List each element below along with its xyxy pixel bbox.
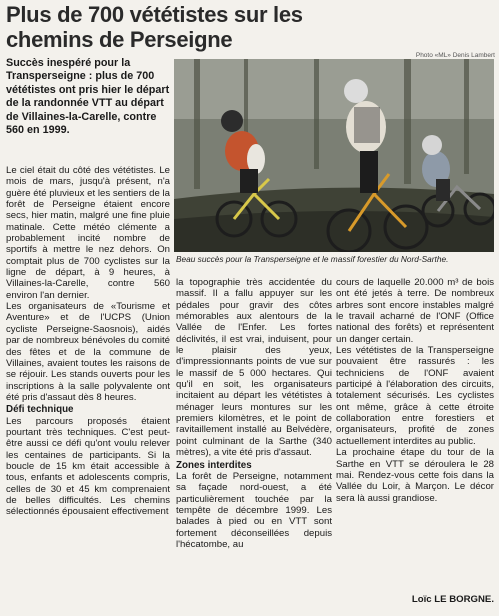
subheading-defi-technique: Défi technique — [6, 404, 74, 416]
paragraph: Les parcours proposés étaient pourtant très techniques. C'est peut-être aussi ce défi qu'ont voulu relever les centaines de participants. Si la boucle de 15 km était accessible à tous, enfants et adolescents compris, celles de 30 et 45 km comprenaient de belles difficultés. Les chemins sélectionnés épousaient effectivement — [6, 415, 170, 518]
column-3 — [336, 277, 494, 504]
author-signature: Loïc LE BORGNE. — [411, 594, 494, 605]
photo-caption: Beau succès pour la Transperseigne et le massif forestier du Nord-Sarthe. — [176, 254, 449, 264]
paragraph: la topographie très accidentée du massif. Il a fallu appuyer sur les pédales pour gravir des côtes mémorables aux alentours de la Vallée de l'Enfer. Les fortes déclivités, il est vrai, induisent, pour le plaisir des yeux, d'impressionnants points de vue sur le massif de 5 000 hectares. Qui qu'il en soit, les organisateurs incitaient au départ les vététistes à ménager leurs montures sur les premiers kilomètres, et le point de ravitaillement installé au Belvédère, point culminant de la Sarthe (340 mètres), a vite été pris d'assaut. — [176, 277, 332, 459]
headline: Plus de 700 vététistes sur les chemins de Perseigne — [6, 2, 303, 52]
paragraph: Le ciel était du côté des vététistes. Le mois de mars, jusqu'à présent, n'a guère été pluvieux et les sentiers de la forêt de Perseigne étaient encore secs, hier matin, malgré une fine pluie matinale. Cette météo clémente a probablement incité nombre de sportifs à mettre le nez dehors. On comptait plus de 700 cyclistes sur la ligne de départ, à 9 heures, à Villaines-la-Carelle, contre 560 environ l'an dernier. — [6, 165, 170, 301]
paragraph: Les vététistes de la Transperseigne pouvaient être rassurés : les techniciens de l'ONF avaient participé à l'élaboration des circuits, totalement sécurisés. Les cyclistes ont même, grâce à cette étroite collaboration entre forestiers et organisateurs, profité de zones actuellement interdites au public. — [336, 345, 494, 447]
subheading-zones-interdites: Zones interdites — [176, 459, 252, 471]
paragraph: cours de laquelle 20.000 m³ de bois ont été jetés à terre. De nombreux arbres sont encore instables malgré le travail acharné de l'ONF (Office national des forêts) et représentent un danger certain. — [336, 277, 494, 345]
column-1 — [6, 165, 170, 518]
paragraph: Les organisateurs de «Tourisme et Aventure» et de l'UCPS (Union cycliste Perseigne-Saosnois), aidés par de nombreux bénévoles du comité des fêtes et de la commune de Villaines, avaient toutes les raisons de se réjouir. Les stands ouverts pour les inscriptions à la salle polyvalente ont été pris d'assaut dès 8 heures. — [6, 301, 170, 403]
article-photo — [174, 59, 494, 252]
cyclists-illustration — [174, 59, 494, 252]
photo-credit: Photo «ML» Denis Lambert — [415, 52, 495, 59]
paragraph: La prochaine étape du tour de la Sarthe en VTT se déroulera le 28 mai. Rendez-vous cette fois dans la Vallée du Loir, à Marçon. Le décor sera là aussi grandiose. — [336, 447, 494, 504]
paragraph: La forêt de Perseigne, notamment sa façade nord-ouest, a été particulièrement touchée par la tempête de décembre 1999. Les balades à pied ou en VTT sont fortement déconseillées depuis l'hécatombe, au — [176, 470, 332, 550]
column-2 — [176, 277, 332, 550]
lead-paragraph: Succès inespéré pour la Transperseigne : plus de 700 vététistes ont pris hier le départ de la randonnée VTT au départ de Villaines-la-Carelle, contre 560 en 1999. — [6, 57, 170, 137]
